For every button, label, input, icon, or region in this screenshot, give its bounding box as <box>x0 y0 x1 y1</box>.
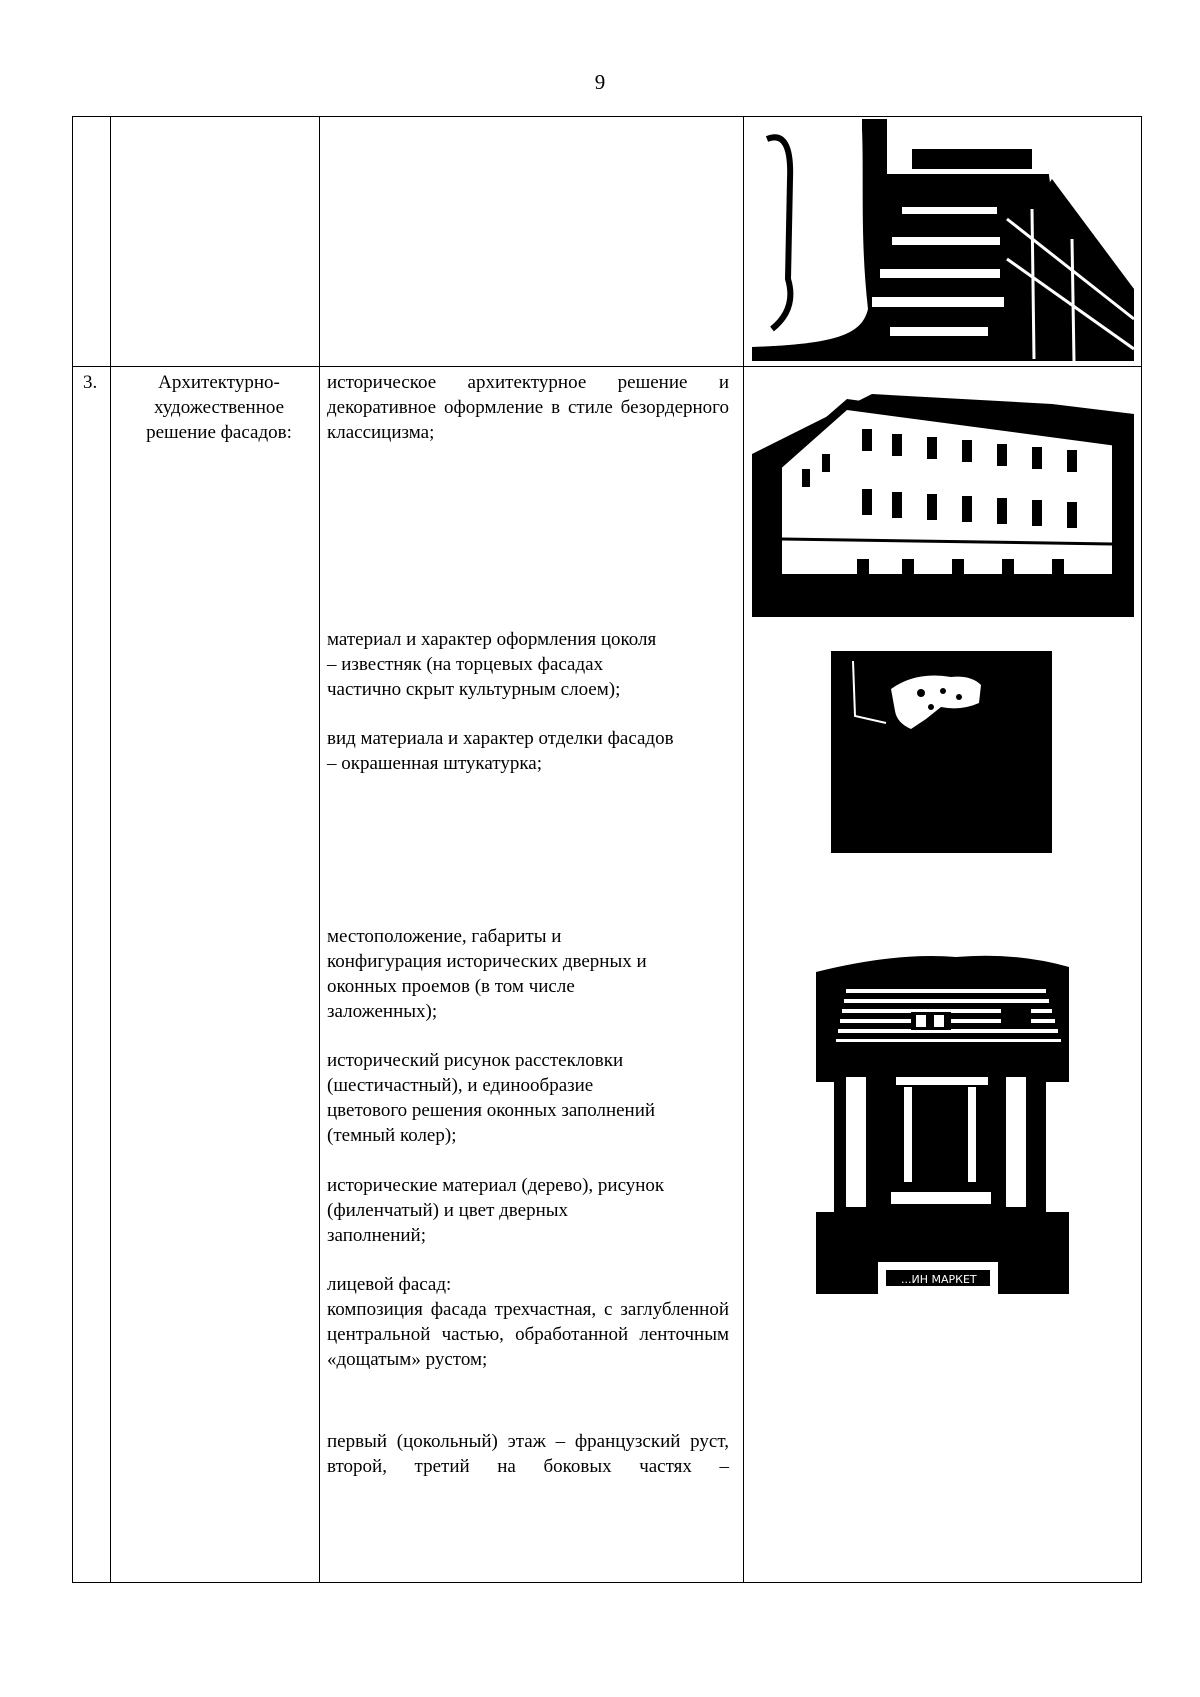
heritage-object-table <box>72 116 1142 1583</box>
paragraph-line: (темный колер); <box>327 1125 457 1146</box>
paragraph-glazing <box>327 1048 729 1148</box>
row-number: 3. <box>83 372 98 393</box>
facade-detail-photo <box>816 927 1069 1294</box>
paragraph-line: исторические материал (дерево), рисунок <box>327 1175 665 1196</box>
paragraph-text: композиция фасада трехчастная, с заглубленной центральной частью, обработанной ленточным «дощатым» рустом; <box>327 1299 729 1370</box>
paragraph-line: заложенных); <box>327 1001 438 1022</box>
shop-sign-text: ...ИН МАРКЕТ <box>901 1273 977 1286</box>
paragraph-line: частично скрыт культурным слоем); <box>327 679 621 700</box>
paragraph-line: лицевой фасад: <box>327 1274 452 1295</box>
paragraph-line: заполнений; <box>327 1225 426 1246</box>
paragraph-line: (шестичастный), и единообразие <box>327 1075 594 1096</box>
paragraph-line: – окрашенная штукатурка; <box>327 753 543 774</box>
plinth-detail-photo <box>831 651 1052 853</box>
paragraph-line: конфигурация исторических дверных и <box>327 951 647 972</box>
paragraph-line: местоположение, габариты и <box>327 926 562 947</box>
paragraph-facade-finish <box>327 726 729 776</box>
staircase-photo <box>752 119 1134 361</box>
page-number: 9 <box>594 70 606 94</box>
row-label-line: Архитектурно- <box>158 372 280 393</box>
row-label-line: художественное <box>153 397 285 418</box>
paragraph-plinth <box>327 627 729 702</box>
paragraph-text: историческое архитектурное решение и декоративное оформление в стиле безордерного классицизма; <box>327 372 729 443</box>
paragraph-rustication <box>327 1429 729 1479</box>
paragraph-openings <box>327 924 729 1024</box>
paragraph-line: вид материала и характер отделки фасадов <box>327 728 674 749</box>
paragraph-line: оконных проемов (в том числе <box>327 976 575 997</box>
paragraph-main-facade-heading <box>327 1272 729 1297</box>
paragraph-doors <box>327 1173 729 1248</box>
column-divider <box>110 117 111 1582</box>
row-label-line: решение фасадов: <box>146 422 292 443</box>
column-divider <box>743 117 744 1582</box>
paragraph-line: исторический рисунок расстекловки <box>327 1050 624 1071</box>
row-label <box>119 370 319 445</box>
building-corner-photo <box>752 374 1134 617</box>
paragraph-line: материал и характер оформления цоколя <box>327 629 657 650</box>
paragraph-line: (филенчатый) и цвет дверных <box>327 1200 569 1221</box>
paragraph-text: первый (цокольный) этаж – французский руст, второй, третий на боковых частях – <box>327 1431 729 1477</box>
paragraph-line: – известняк (на торцевых фасадах <box>327 654 604 675</box>
row-divider <box>73 366 1141 367</box>
column-divider <box>319 117 320 1582</box>
paragraph-historic-design <box>327 370 729 445</box>
paragraph-line: цветового решения оконных заполнений <box>327 1100 656 1121</box>
paragraph-composition <box>327 1297 729 1372</box>
